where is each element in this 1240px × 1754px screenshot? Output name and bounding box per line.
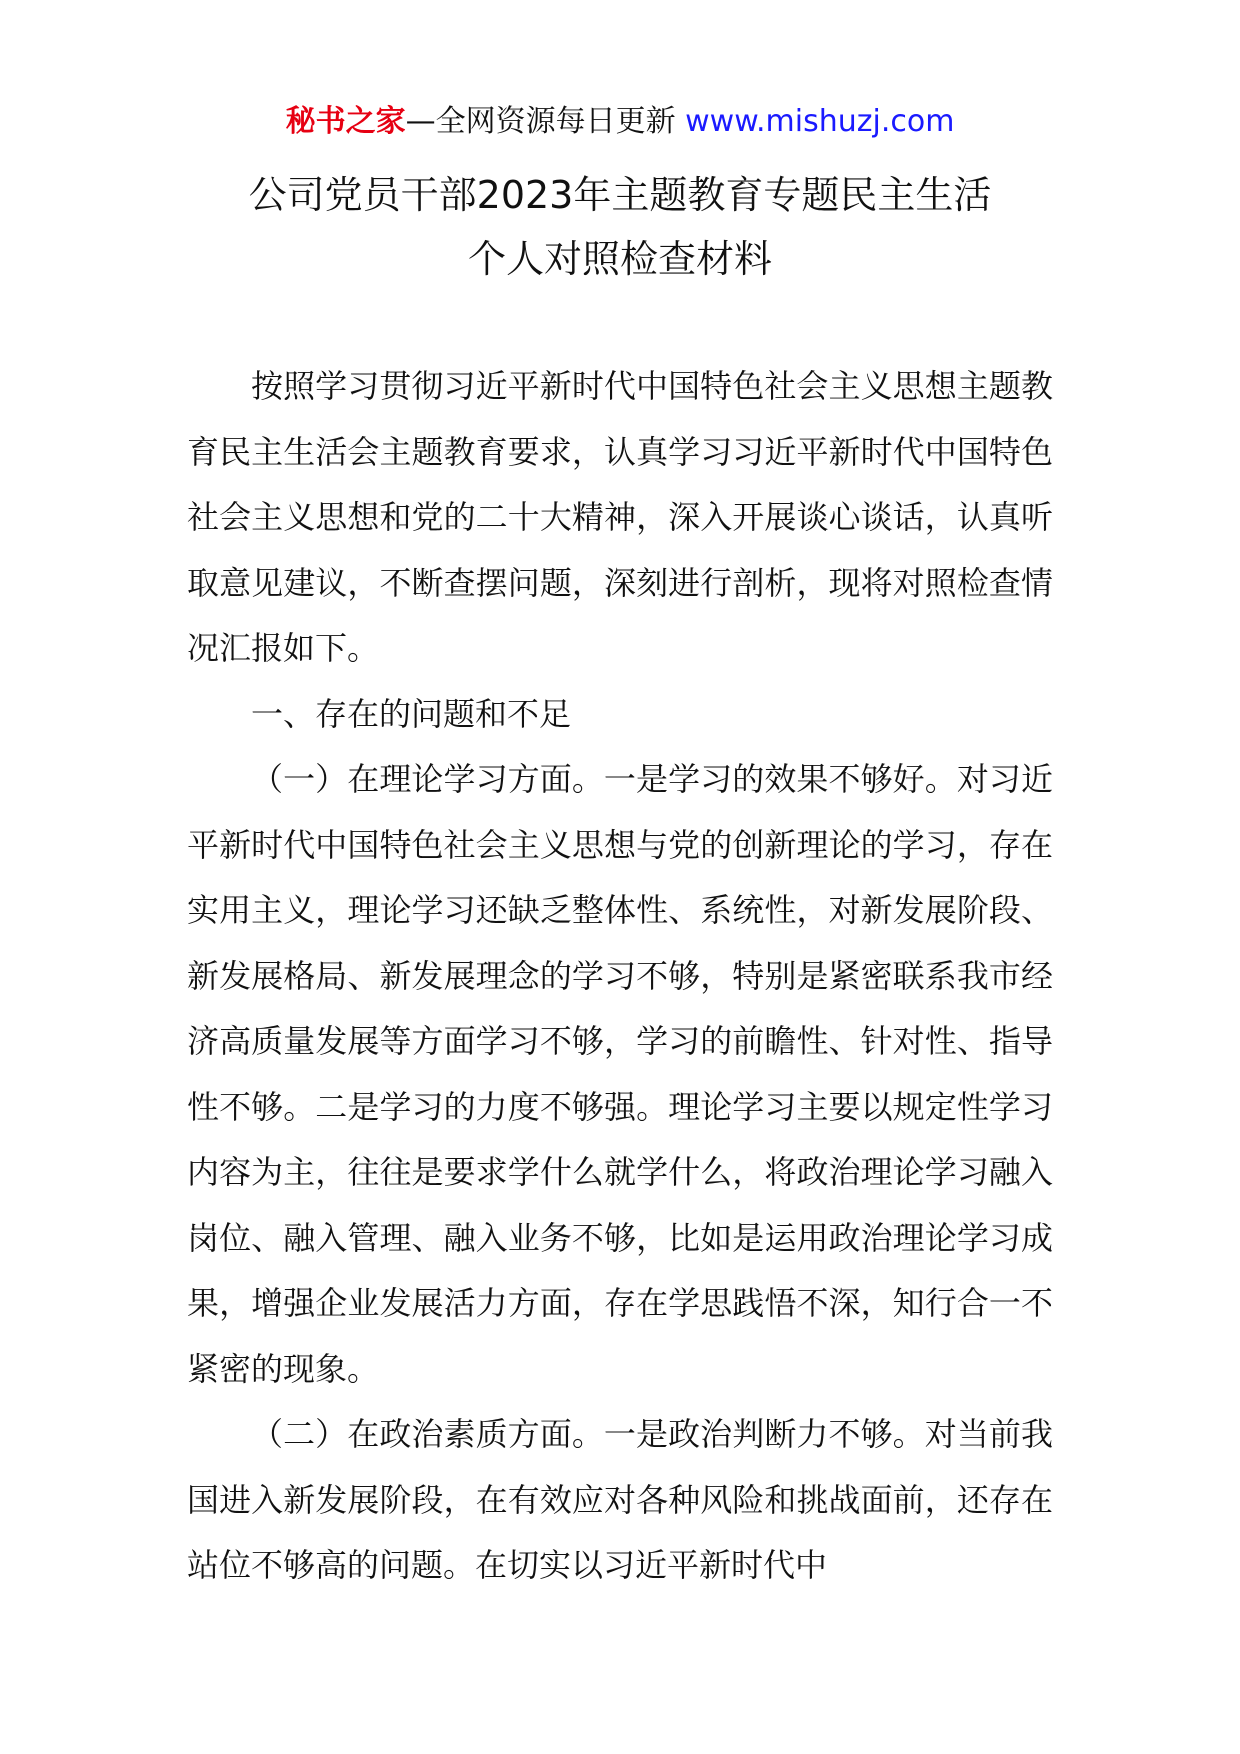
brand-name: 秘书之家 — [285, 104, 406, 139]
document-body — [187, 354, 1053, 1599]
title-line-2: 个人对照检查材料 — [467, 237, 772, 281]
section-heading: 一、存在的问题和不足 — [251, 694, 572, 733]
site-url-link[interactable]: www.mishuzj.com — [685, 104, 955, 139]
title-line-1: 公司党员干部2023年主题教育专题民主生活 — [248, 173, 992, 217]
header-tagline: —全网资源每日更新 — [405, 104, 676, 139]
document-title — [0, 163, 1240, 291]
political-quality-paragraph: （二）在政治素质方面。一是政治判断力不够。对当前我国进入新发展阶段，在有效应对各种风险和挑战面前，还存在站位不够高的问题。在切实以习近平新时代中 — [187, 1415, 1053, 1584]
site-header — [0, 100, 1240, 144]
intro-paragraph: 按照学习贯彻习近平新时代中国特色社会主义思想主题教育民主生活会主题教育要求，认真学习习近平新时代中国特色社会主义思想和党的二十大精神，深入开展谈心谈话，认真听取意见建议，不断查摆问题，深刻进行剖析，现将对照检查情况汇报如下。 — [187, 367, 1053, 667]
theory-study-paragraph: （一）在理论学习方面。一是学习的效果不够好。对习近平新时代中国特色社会主义思想与党的创新理论的学习，存在实用主义，理论学习还缺乏整体性、系统性，对新发展阶段、新发展格局、新发展理念的学习不够，特别是紧密联系我市经济高质量发展等方面学习不够，学习的前瞻性、针对性、指导性不够。二是学习的力度不够强。理论学习主要以规定性学习内容为主，往往是要求学什么就学什么，将政治理论学习融入岗位、融入管理、融入业务不够，比如是运用政治理论学习成果，增强企业发展活力方面，存在学思践悟不深，知行合一不紧密的现象。 — [187, 760, 1053, 1388]
